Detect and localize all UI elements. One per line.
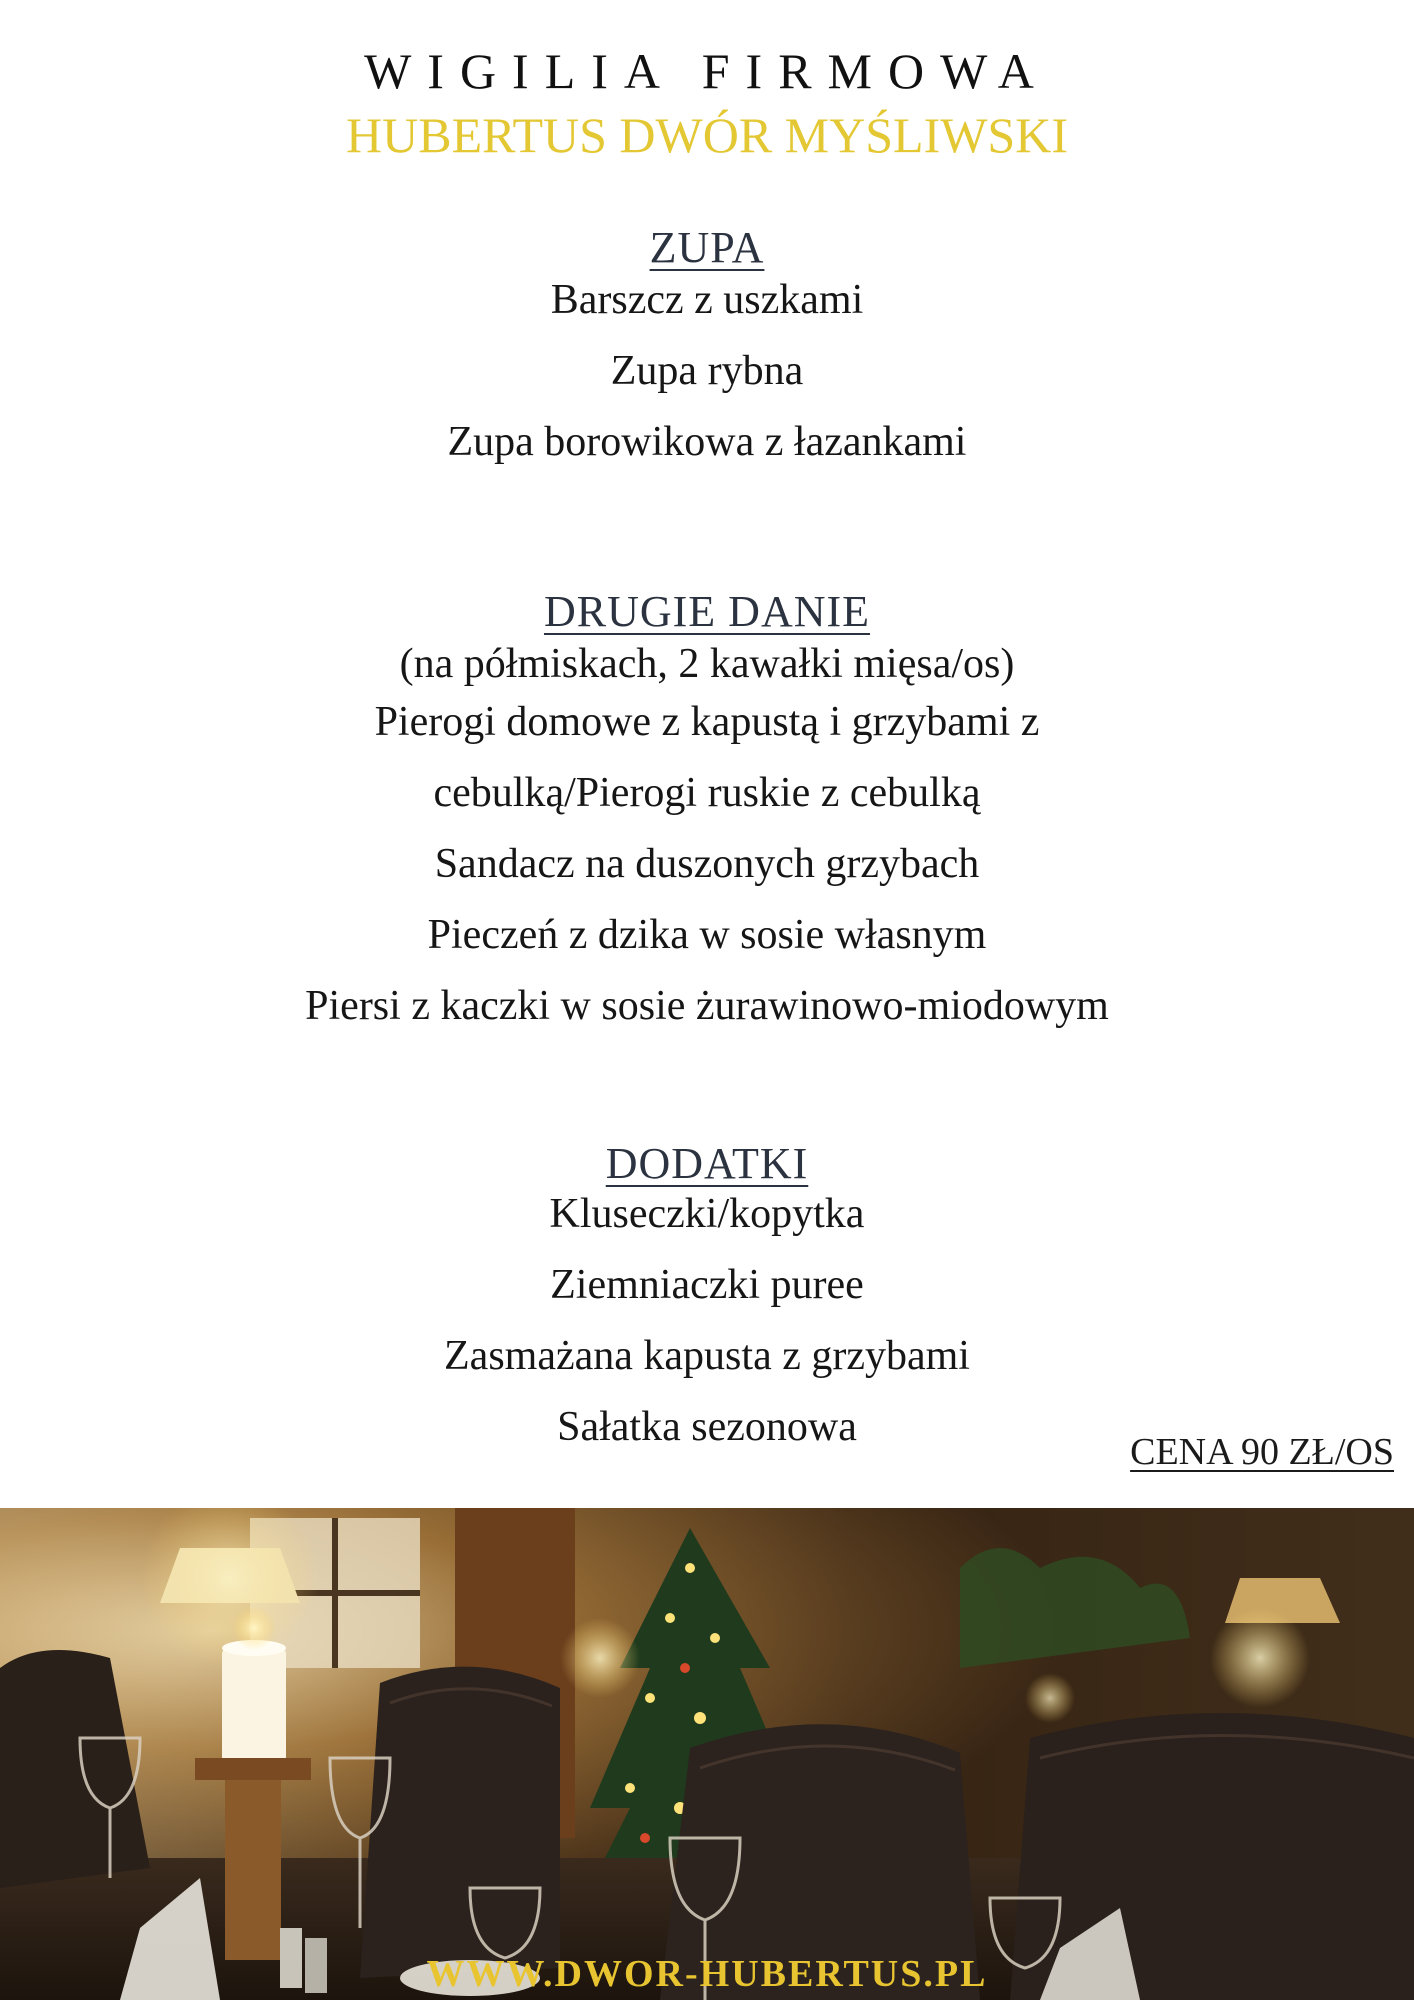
section-heading-dodatki: DODATKI	[605, 1139, 809, 1188]
restaurant-interior-photo	[0, 1508, 1414, 2000]
section-heading-drugie-danie: DRUGIE DANIE	[543, 587, 871, 636]
restaurant-name: HUBERTUS DWÓR MYŚLIWSKI	[346, 107, 1068, 163]
menu-item: Sałatka sezonowa	[557, 1404, 857, 1450]
menu-item: Zupa borowikowa z łazankami	[447, 419, 967, 465]
menu-item: Piersi z kaczki w sosie żurawinowo-miodowym	[305, 983, 1109, 1029]
website-url: WWW.DWOR-HUBERTUS.PL	[426, 1953, 988, 1995]
page-title: WIGILIA FIRMOWA	[364, 43, 1050, 99]
menu-item: Zupa rybna	[610, 348, 804, 394]
price-label: CENA 90 ZŁ/OS	[1130, 1431, 1394, 1473]
section-heading-zupa: ZUPA	[649, 223, 765, 272]
menu-item: cebulką/Pierogi ruskie z cebulką	[433, 770, 981, 816]
menu-item: Pierogi domowe z kapustą i grzybami z	[374, 699, 1040, 745]
menu-item: Sandacz na duszonych grzybach	[434, 841, 980, 887]
menu-item: Pieczeń z dzika w sosie własnym	[427, 912, 987, 958]
section-note: (na półmiskach, 2 kawałki mięsa/os)	[399, 641, 1015, 687]
menu-item: Zasmażana kapusta z grzybami	[444, 1333, 970, 1379]
menu-item: Ziemniaczki puree	[550, 1262, 864, 1308]
menu-item: Kluseczki/kopytka	[549, 1191, 865, 1237]
menu-item: Barszcz z uszkami	[550, 277, 864, 323]
